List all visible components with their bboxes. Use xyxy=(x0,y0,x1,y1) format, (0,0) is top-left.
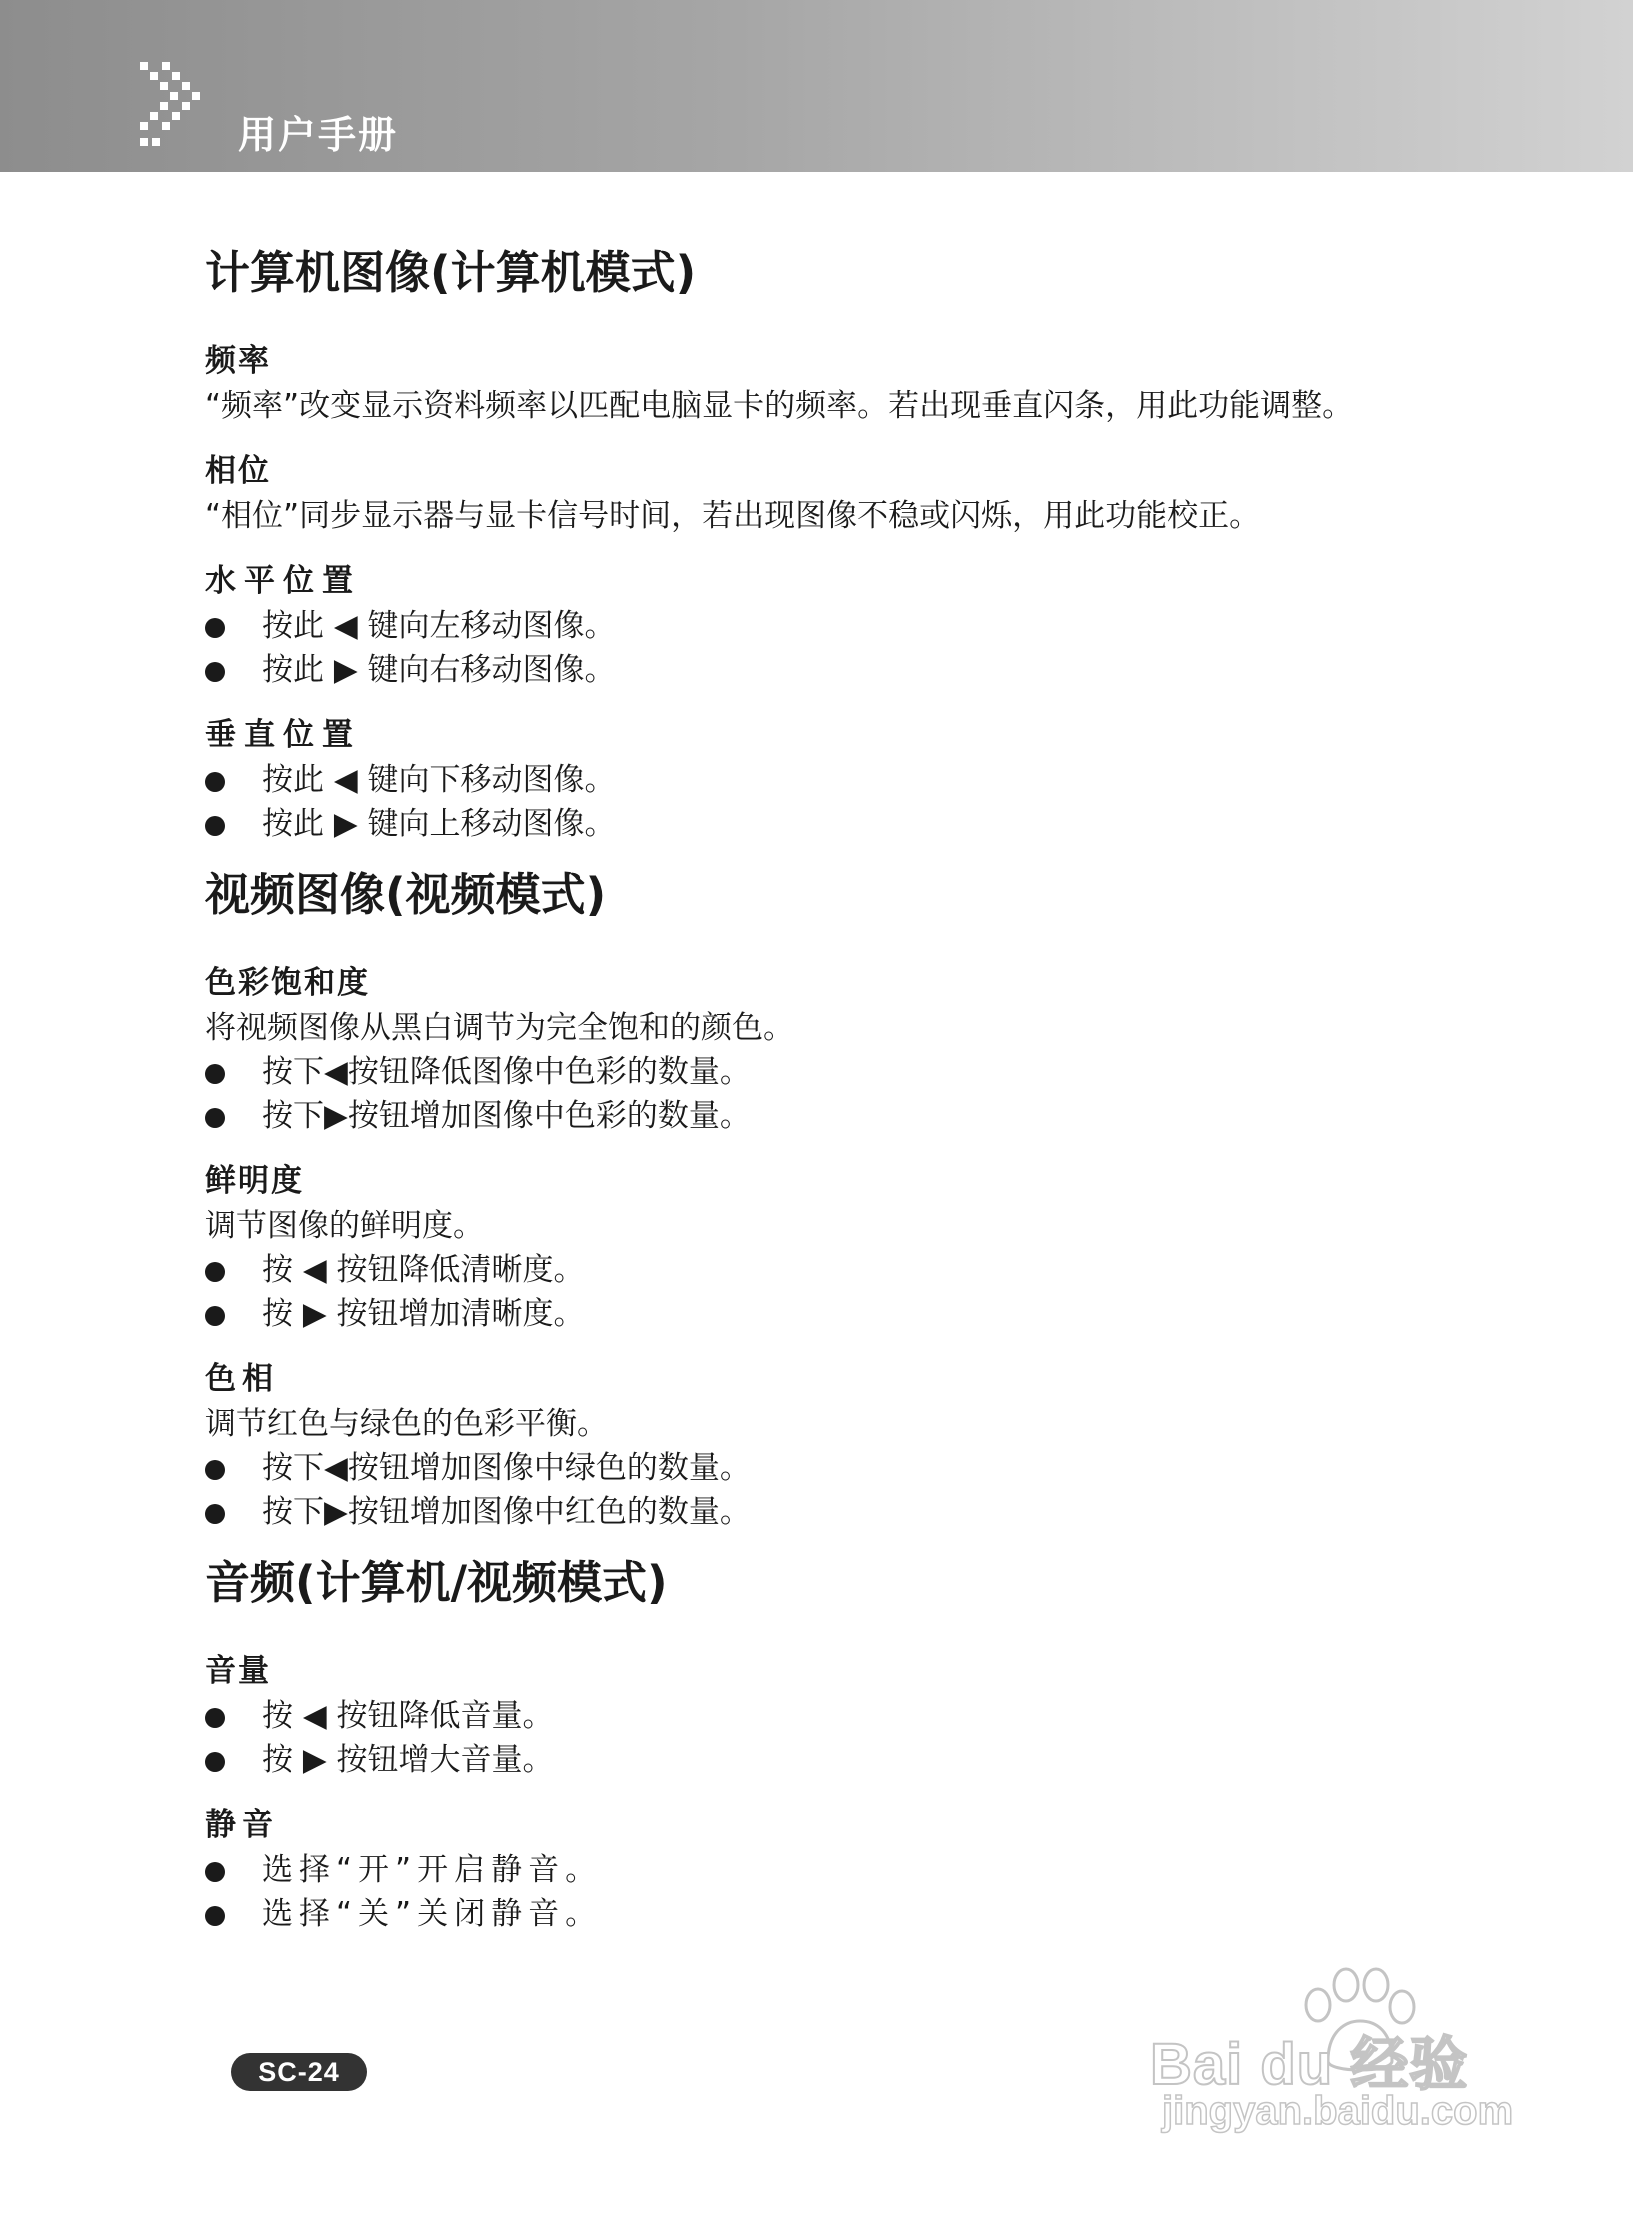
bullet-icon xyxy=(205,1708,225,1728)
bullet-icon xyxy=(205,816,225,836)
list-item: 按下◀按钮降低图像中色彩的数量。 xyxy=(205,1050,1505,1094)
bullet-icon xyxy=(205,1262,225,1282)
page-content xyxy=(205,238,1505,1936)
list-item: 按下◀按钮增加图像中绿色的数量。 xyxy=(205,1446,1505,1490)
section-title-audio: 音频(计算机/视频模式) xyxy=(205,1556,668,1609)
phase-description: “相位”同步显示器与显卡信号时间，若出现图像不稳或闪烁，用此功能校正。 xyxy=(205,498,1261,534)
list-item: 按此 ◀ 键向左移动图像。 xyxy=(205,604,1505,648)
subsection-title-saturation: 色彩饱和度 xyxy=(205,965,370,1001)
sharpness-list xyxy=(205,1248,1505,1336)
bullet-icon xyxy=(205,1064,225,1084)
v-position-list xyxy=(205,758,1505,846)
list-item: 按此 ◀ 键向下移动图像。 xyxy=(205,758,1505,802)
double-chevron-icon xyxy=(140,62,216,152)
bullet-icon xyxy=(205,1504,225,1524)
subsection-title-v-position: 垂直位置 xyxy=(205,717,361,753)
watermark-brand: Bai du 经验 xyxy=(1150,2032,1469,2097)
subsection-title-volume: 音量 xyxy=(205,1653,271,1689)
subsection-title-sharpness: 鲜明度 xyxy=(205,1163,304,1199)
bullet-icon xyxy=(205,662,225,682)
bullet-icon xyxy=(205,1460,225,1480)
section-title-computer: 计算机图像(计算机模式) xyxy=(205,246,697,299)
subsection-title-hue: 色相 xyxy=(205,1361,279,1397)
bullet-icon xyxy=(205,1906,225,1926)
saturation-list xyxy=(205,1050,1505,1138)
watermark-url: jingyan.baidu.com xyxy=(1162,2089,1514,2133)
subsection-title-frequency: 频率 xyxy=(205,343,271,379)
page-number-badge: SC-24 xyxy=(231,2053,367,2091)
saturation-description: 将视频图像从黑白调节为完全饱和的颜色。 xyxy=(205,1010,794,1046)
subsection-title-h-position: 水平位置 xyxy=(205,563,361,599)
list-item: 按下▶按钮增加图像中红色的数量。 xyxy=(205,1490,1505,1534)
frequency-description: “频率”改变显示资料频率以匹配电脑显卡的频率。若出现垂直闪条，用此功能调整。 xyxy=(205,388,1354,424)
list-item: 选择“关”关闭静音。 xyxy=(205,1892,1505,1936)
hue-description: 调节红色与绿色的色彩平衡。 xyxy=(205,1406,608,1442)
list-item: 按下▶按钮增加图像中色彩的数量。 xyxy=(205,1094,1505,1138)
manual-title: 用户手册 xyxy=(238,113,399,157)
bullet-icon xyxy=(205,1752,225,1772)
bullet-icon xyxy=(205,772,225,792)
list-item: 按 ◀ 按钮降低清晰度。 xyxy=(205,1248,1505,1292)
subsection-title-phase: 相位 xyxy=(205,453,271,489)
volume-list xyxy=(205,1694,1505,1782)
list-item: 选择“开”开启静音。 xyxy=(205,1848,1505,1892)
bullet-icon xyxy=(205,618,225,638)
page-header xyxy=(0,0,1633,172)
bullet-icon xyxy=(205,1306,225,1326)
list-item: 按此 ▶ 键向上移动图像。 xyxy=(205,802,1505,846)
bullet-icon xyxy=(205,1862,225,1882)
mute-list xyxy=(205,1848,1505,1936)
h-position-list xyxy=(205,604,1505,692)
bullet-icon xyxy=(205,1108,225,1128)
list-item: 按此 ▶ 键向右移动图像。 xyxy=(205,648,1505,692)
hue-list xyxy=(205,1446,1505,1534)
baidu-watermark xyxy=(1120,1965,1540,2135)
list-item: 按 ◀ 按钮降低音量。 xyxy=(205,1694,1505,1738)
section-title-video: 视频图像(视频模式) xyxy=(205,868,607,921)
sharpness-description: 调节图像的鲜明度。 xyxy=(205,1208,484,1244)
list-item: 按 ▶ 按钮增加清晰度。 xyxy=(205,1292,1505,1336)
subsection-title-mute: 静音 xyxy=(205,1807,279,1843)
list-item: 按 ▶ 按钮增大音量。 xyxy=(205,1738,1505,1782)
